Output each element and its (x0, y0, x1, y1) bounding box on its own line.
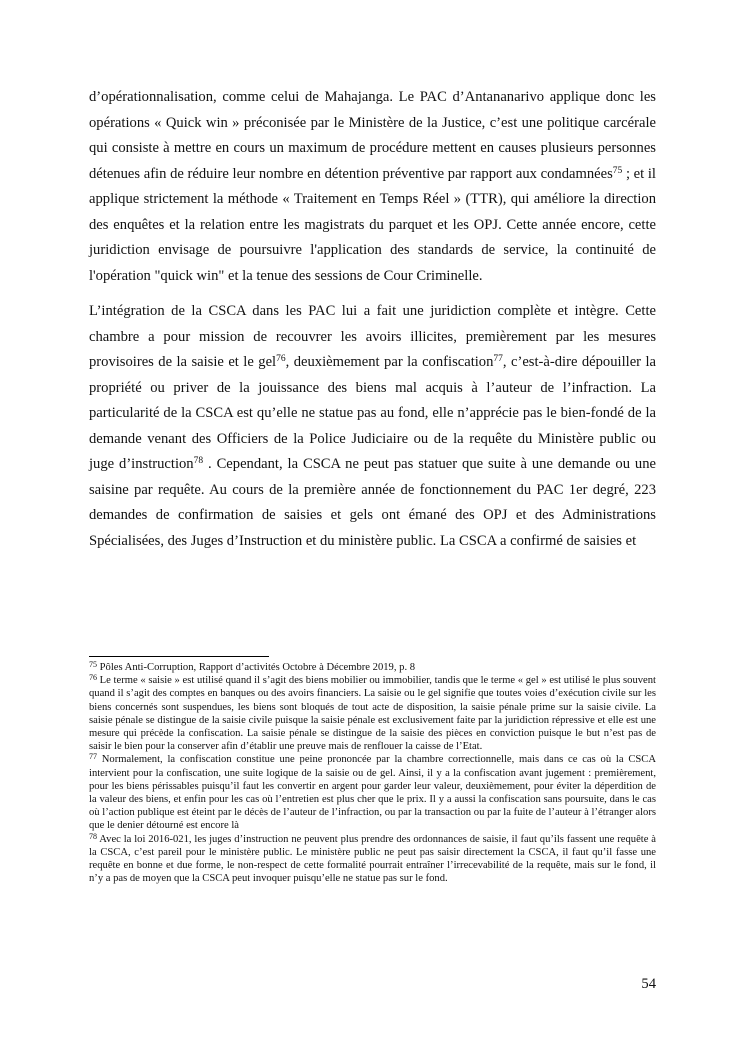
footnote-text: Normalement, la confiscation constitue une peine prononcée par la chambre correctionnelle, mais dans ce cas où la CSCA intervient pour la confiscation, une suite logique de la saisie ou de gel. Ainsi, il y a la confiscation avant jugement : premièrement, pour les biens périssables puisqu’il faut les convertir en argent pour garder leur valeur, deuxièmement, pour éviter la déperdition de la valeur des biens, et enfin pour les cas où l’entretien est plus cher que le prix. Il y a aussi la confiscation sans poursuite, dans le cas où l’action publique est éteint par le décès de l’auteur de l’infraction, ou par la transaction ou par la fuite de l’auteur à l’étranger alors que le denier détourné est encore là (89, 754, 656, 832)
footnote-76 (89, 674, 656, 753)
paragraph-2 (89, 299, 656, 554)
footnote-separator (89, 656, 269, 657)
footnotes (89, 661, 656, 885)
footnote-text: Le terme « saisie » est utilisé quand il s’agit des biens mobilier ou immobilier, tandis que le terme « gel » est utilisé le plus souvent quand il s’agit des comptes en banques ou des avoirs financiers. La saisie ou le gel signifie que toutes voies d’exécution civile sur les biens concernés sont suspendues, les biens sont bloqués de tout acte de disposition, la saisie pénale prime sur la saisie civile. La saisie pénale se distingue de la saisie civile puisque la saisie pénale est exclusivement faite par la juridiction répressive et elle est une mesure qui précède la confiscation. La saisie pénale se distingue de la saisie des pièces en conviction puisque le but n’est pas de saisir le bien pour la conserver afin d’établir une preuve mais de renflouer la caisse de l’Etat. (89, 675, 656, 753)
text-run: . Cependant, la CSCA ne peut pas statuer que suite à une demande ou une saisine par requête. Au cours de la première année de fonctionnement du PAC 1er degré, 223 demandes de confirmation de saisies et gels ont émané des OPJ et des Administrations Spécialisées, des Juges d’Instruction et du ministère public. La CSCA a confirmé de saisies et (89, 456, 656, 549)
footnote-ref-78[interactable]: 78 (193, 456, 204, 466)
text-run: , deuxièmement par la confiscation (285, 354, 494, 370)
footnote-77 (89, 753, 656, 832)
paragraph-1 (89, 85, 656, 289)
footnote-75 (89, 661, 656, 674)
footnote-number: 76 (89, 673, 97, 683)
footnote-ref-76[interactable]: 76 (276, 354, 286, 364)
footnote-text: Avec la loi 2016-021, les juges d’instruction ne peuvent plus prendre des ordonnances de saisie, il faut qu’ils fassent une requête à la CSCA, c’est pareil pour le ministère public. Le ministère public ne peut pas saisir directement la CSCA, il faut qu’il fasse une requête en bonne et due forme, le non-respect de cette formalité pourrait entraîner l’irrecevabilité de la requête, mais sur le fond, il n’y a pas de moyen que la CSCA peut invoquer puisqu’elle ne statue pas sur le fond. (89, 833, 656, 885)
body-text (89, 85, 656, 554)
footnote-number: 78 (89, 831, 97, 841)
footnote-ref-77[interactable]: 77 (493, 354, 503, 364)
text-run: d’opérationnalisation, comme celui de Mahajanga. Le PAC d’Antananarivo applique donc les opérations « Quick win » préconisée par le Ministère de la Justice, c’est une politique carcérale qui consiste à mettre en cours un maximum de procédure mettent en causes plusieurs personnes détenues afin de réduire leur nombre en détention préventive par rapport aux condamnées (89, 89, 656, 182)
footnote-number: 75 (89, 660, 97, 669)
text-run: , c’est-à-dire dépouiller la propriété ou priver de la jouissance des biens mal acquis à l’auteur de l’infraction. La particularité de la CSCA est qu’elle ne statue pas au fond, elle n’apprécie pas le bien-fondé de la demande venant des Officiers de la Police Judiciaire ou de la requête du Ministère public ou juge d’instruction (89, 354, 656, 472)
page-number: 54 (641, 976, 656, 992)
footnote-text: Pôles Anti-Corruption, Rapport d’activités Octobre à Décembre 2019, p. 8 (97, 662, 416, 673)
footnote-number: 77 (89, 752, 97, 762)
text-run: ; et il applique strictement la méthode « Traitement en Temps Réel » (TTR), qui améliore la direction des enquêtes et la relation entre les magistrats du parquet et les OPJ. Cette année encore, cette juridiction envisage de poursuivre l'application des standards de service, la continuité de l'opération "quick win" et la tenue des sessions de Cour Criminelle. (89, 165, 656, 284)
text-run: L’intégration de la CSCA dans les PAC lui a fait une juridiction complète et intègre. Cette chambre a pour mission de recouvrer les avoirs illicites, premièrement par les mesures provisoires de la saisie et le gel (89, 303, 656, 370)
footnote-78 (89, 833, 656, 886)
footnote-ref-75[interactable]: 75 (612, 165, 623, 176)
